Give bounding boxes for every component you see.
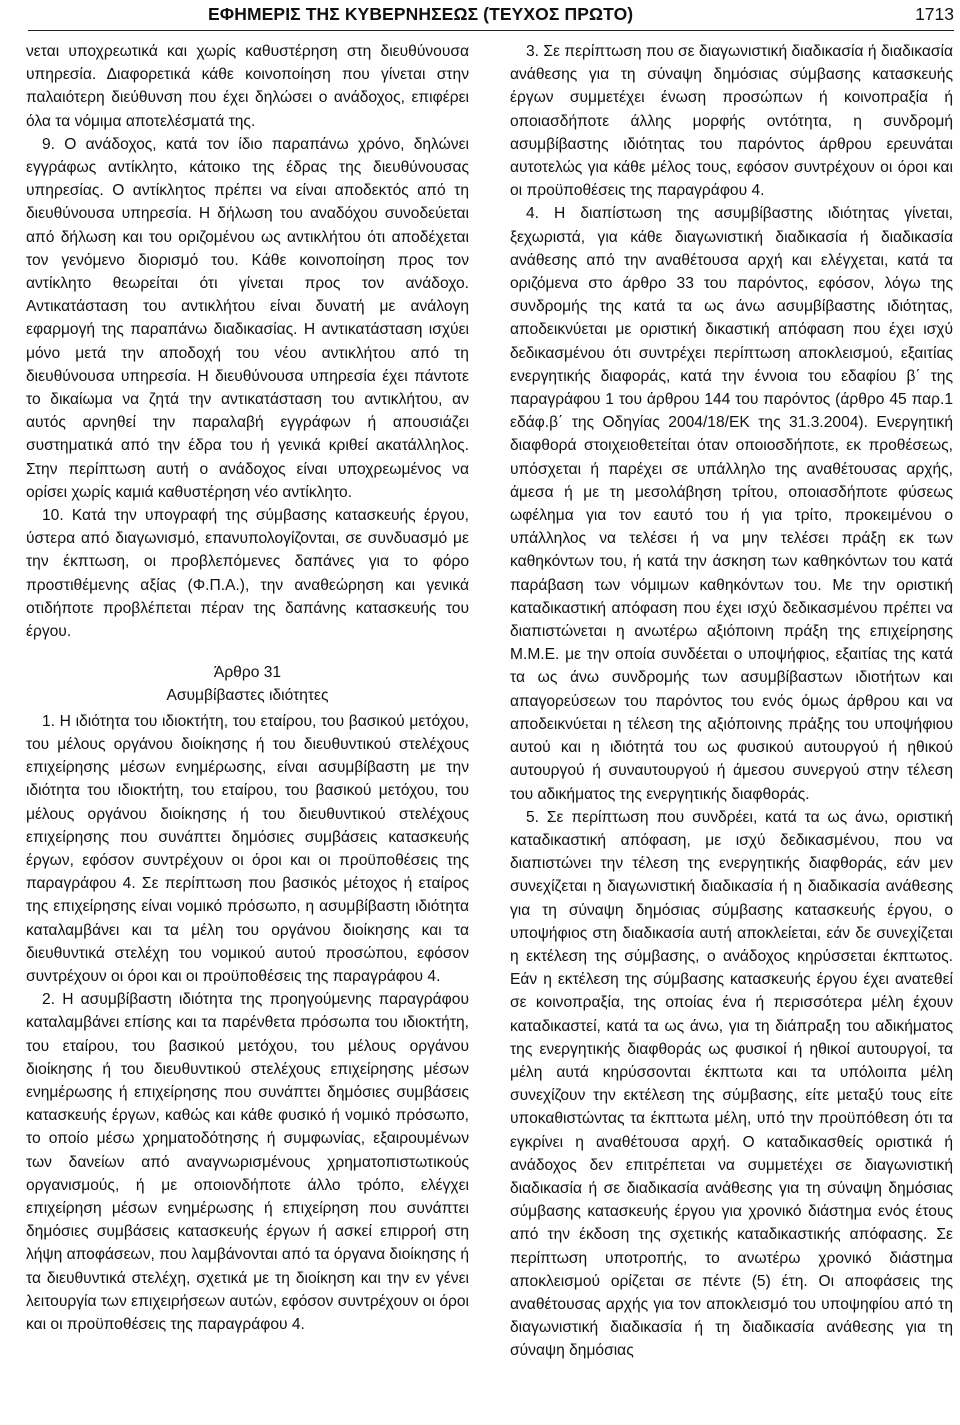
paragraph: 1. Η ιδιότητα του ιδιοκτήτη, του εταίρου, του βασικού μετόχου, του μέλους οργάνου διοίκησης ή του διευθυντικού στελέχους επιχείρησης μέσων ενημέρωσης, είναι ασυμβίβαστη με την ιδιότητα του ιδιοκτήτη, του εταίρου, του βασικού μετόχου, του μέλους οργάνου διοίκησης ή του διευθυντικού στελέχους επιχείρησης που συνάπτει δημόσιες συμβάσεις κατασκευής έργων, εφόσον συντρέχουν οι όροι και οι προϋποθέσεις της παραγράφου 4. Σε περίπτωση που βασικός μέτοχος ή εταίρος της επιχείρησης είναι νομικό πρόσωπο, η ασυμβίβαστη ιδιότητα καταλαμβάνει και τα μέλη του οργάνου διοίκησης και τα διευθυντικά στελέχη του νομικού αυτού προσώπου, εφόσον συντρέχουν οι όροι και οι προϋποθέσεις της παραγράφου 4. <box>26 712 469 985</box>
paragraph: 3. Σε περίπτωση που σε διαγωνιστική διαδικασία ή διαδικασία ανάθεσης για τη σύναψη δημόσιας σύμβασης κατασκευής έργων συμμετέχει ένωση προσώπων ή κοινοπραξία ή οποιασδήποτε άλλης μορφής οντότητα, η συνδρομή ασυμβίβαστης ιδιότητας του παρόντος άρθρου ερευνάται αυτοτελώς για κάθε μέλος τους, εφόσον συντρέχουν οι όροι και οι προϋποθέσεις της παραγράφου 4. <box>510 43 953 200</box>
page-header <box>28 4 954 30</box>
left-column <box>26 40 469 1336</box>
article-title: Ασυμβίβαστες ιδιότητες <box>166 687 329 705</box>
paragraph: νεται υποχρεωτικά και χωρίς καθυστέρηση στη διευθύνουσα υπηρεσία. Διαφορετικά κάθε κοινοποίηση που γίνεται στην παλαιότερη διεύθυνση που έχει δηλώσει ο ανάδοχος, επιφέρει όλα τα νόμιμα αποτελέσματά της. <box>26 43 469 130</box>
gazette-title: ΕΦΗΜΕΡΙΣ ΤΗΣ ΚΥΒΕΡΝΗΣΕΩΣ (ΤΕΥΧΟΣ ΠΡΩΤΟ) <box>208 4 634 24</box>
article-number: Άρθρο 31 <box>213 664 282 682</box>
paragraph: 2. Η ασυμβίβαστη ιδιότητα της προηγούμενης παραγράφου καταλαμβάνει επίσης και τα παρένθετα πρόσωπα του ιδιοκτήτη, του εταίρου, του βασικού μετόχου, του μέλους οργάνου διοίκησης ή του διευθυντικού στελέχους επιχείρησης μέσων ενημέρωσης ή επιχείρησης που συνάπτει δημόσιες συμβάσεις κατασκευής έργων, καθώς και κάθε φυσικό ή νομικό πρόσωπο, το οποίο μέσω χρηματοδότησης ή συμφωνίας, εξαιρουμένων των δανείων από αναγνωρισμένους χρηματοπιστωτικούς οργανισμούς, ή με οποιονδήποτε άλλο τρόπο, ελέγχει επιχείρηση μέσων ενημέρωσης ή επιχείρηση που συνάπτει δημόσιες συμβάσεις κατασκευής έργων ή ασκεί επιρροή στη λήψη αποφάσεων, που λαμβάνονται από τα όργανα διοίκησης ή τα διευθυντικά στελέχη, σχετικά με τη διοίκηση και την εν γένει λειτουργία των επιχειρήσεων αυτών, εφόσον συντρέχουν οι όροι και οι προϋποθέσεις της παραγράφου 4. <box>26 991 469 1333</box>
paragraph: 9. Ο ανάδοχος, κατά τον ίδιο παραπάνω χρόνο, δηλώνει εγγράφως αντίκλητο, κάτοικο της έδρας της διευθύνουσας υπηρεσίας. Ο αντίκλητος πρέπει να είναι αποδεκτός από τη διευθύνουσα υπηρεσία. Η δήλωση του αναδόχου συνοδεύεται από δήλωση και του οριζομένου ως αντικλήτου ότι αποδέχεται τον γενόμενο διορισμό του. Κάθε κοινοποίηση προς τον αντίκλητο θεωρείται ότι γίνεται προς τον ανάδοχο. Αντικατάσταση του αντικλήτου είναι δυνατή με ανάλογη εφαρμογή της παραπάνω διαδικασίας. Η αντικατάσταση ισχύει μόνο μετά την αποδοχή του νέου αντικλήτου από τη διευθύνουσα υπηρεσία. Η διευθύνουσα υπηρεσία έχει πάντοτε το δικαίωμα να ζητά την αντικατάσταση του αντικλήτου, αν αυτός αρνηθεί την παραλαβή εγγράφων ή απουσιάζει συστηματικά από την έδρα του ή γενικά κριθεί ακατάλληλος. Στην περίπτωση αυτή ο ανάδοχος είναι υποχρεωμένος να ορίσει χωρίς καμιά καθυστέρηση νέο αντίκλητο. <box>26 135 469 501</box>
page-number: 1713 <box>915 4 954 24</box>
header-divider <box>28 30 954 31</box>
paragraph: 5. Σε περίπτωση που συνδρέει, κατά τα ως άνω, οριστική καταδικαστική απόφαση, με ισχύ δεδικασμένου, που να διαπιστώνει την τέλεση της ενεργητικής διαφθοράς, εάν μεν συνεχίζεται η διαγωνιστική διαδικασία ή η διαδικασία ανάθεσης για τη σύναψη δημόσιας σύμβασης κατασκευής έργου, ο υποψήφιος στη διαδικασία αυτή αποκλείεται, εάν δε συνεχίζεται η εκτέλεση της σύμβασης, ο ανάδοχος κηρύσσεται έκπτωτος. Εάν η εκτέλεση της σύμβασης κατασκευής έργου έχει ανατεθεί σε κοινοπραξία, της οποίας ένα ή περισσότερα μέλη έχουν καταδικαστεί, κατά τα ως άνω, για τη διάπραξη του αδικήματος της ενεργητικής διαφθοράς ως φυσικοί ή ηθικοί αυτουργοί, τα μέλη αυτά κηρύσσονται έκπτωτα και τα υπόλοιπα μέλη συνεχίζουν την εκτέλεση της σύμβασης, είτε μεταξύ τους είτε υποκαθιστώντας τα έκπτωτα μέλη, υπό την προϋπόθεση ότι τα εγκρίνει η αναθέτουσα αρχή. Ο καταδικασθείς οριστικά ή ανάδοχος δεν επιτρέπεται να συμμετέχει σε διαγωνιστική διαδικασία ή σε διαδικασία ανάθεσης για τη σύναψη δημόσιας σύμβασης κατασκευής έργου για χρονικό διάστημα ενός έτους από την έκδοση της σχετικής καταδικαστικής απόφασης. Σε περίπτωση υποτροπής, το ανωτέρω χρονικό διάστημα αποκλεισμού ορίζεται σε πέντε (5) έτη. Οι αποφάσεις της αναθέτουσας αρχής για τον αποκλεισμό του υποψηφίου από τη διαγωνιστική διαδικασία ή τη διαδικασία ανάθεσης για τη σύναψη δημόσιας <box>510 808 953 1360</box>
paragraph: 10. Κατά την υπογραφή της σύμβασης κατασκευής έργου, ύστερα από διαγωνισμό, επανυπολογίζονται, σε συνδυασμό με την έκπτωση, οι προβλεπόμενες δαπάνες για το φόρο προστιθέμενης αξίας (Φ.Π.Α.), την αναθεώρηση και γενικά οτιδήποτε προβλέπεται πέραν της δαπάνης κατασκευής του έργου. <box>26 507 469 641</box>
right-column <box>510 40 953 1363</box>
paragraph: 4. Η διαπίστωση της ασυμβίβαστης ιδιότητας γίνεται, ξεχωριστά, για κάθε διαγωνιστική διαδικασία ή διαδικασία ανάθεσης από την αναθέτουσα αρχή και ελέγχεται, κατά τα οριζόμενα στο άρθρο 33 του παρόντος, εφόσον, λόγω της συνδρομής της κατά τα ως άνω ασυμβίβαστης ιδιότητας, αποδεικνύεται με οριστική δικαστική απόφαση που έχει ισχύ δεδικασμένου ότι συντρέχει περίπτωση αποκλεισμού, εξαιτίας ενεργητικής διαφοράς, κατά την έννοια του εδαφίου β΄ της παραγράφου 1 του άρθρου 144 του παρόντος (άρθρο 45 παρ.1 εδάφ.β΄ της Οδηγίας 2004/18/ΕΚ της 31.3.2004). Ενεργητική διαφθορά στοιχειοθετείται όταν οποιοσδήποτε, εκ προθέσεως, υπόσχεται ή παρέχει σε υπάλληλο της αναθέτουσας αρχής, άμεσα ή με τη μεσολάβηση τρίτου, οποιασδήποτε φύσεως ωφέλημα για τον εαυτό του ή για τρίτο, προκειμένου ο υπάλληλος να τελέσει ή να μην τελέσει πράξη εκ των καθηκόντων του, ή κατά την άσκηση των καθηκόντων του κατά παράβαση των νόμιμων καθηκόντων του. Με την οριστική καταδικαστική απόφαση που έχει ισχύ δεδικασμένου πρέπει να διαπιστώνεται η ανωτέρω αξιόποινη πράξη της επιχείρησης Μ.Μ.Ε. με την οποία συνδέεται ο υποψήφιος, εξαιτίας της κατά τα ως άνω συνδρομής των ασυμβίβαστων ιδιοτήτων και απαγορεύσεων του παρόντος του ενός όμως άρθρου και να αποδεικνύεται η τέλεση της αξιόποινης πράξης του υποψήφιου αυτού και η ιδιότητά του ως φυσικού αυτουργού ή ηθικού αυτουργού ή συναυτουργού ή άμεσου συνεργού στην τέλεση του αδικήματος της ενεργητικής διαφθοράς. <box>510 205 953 803</box>
